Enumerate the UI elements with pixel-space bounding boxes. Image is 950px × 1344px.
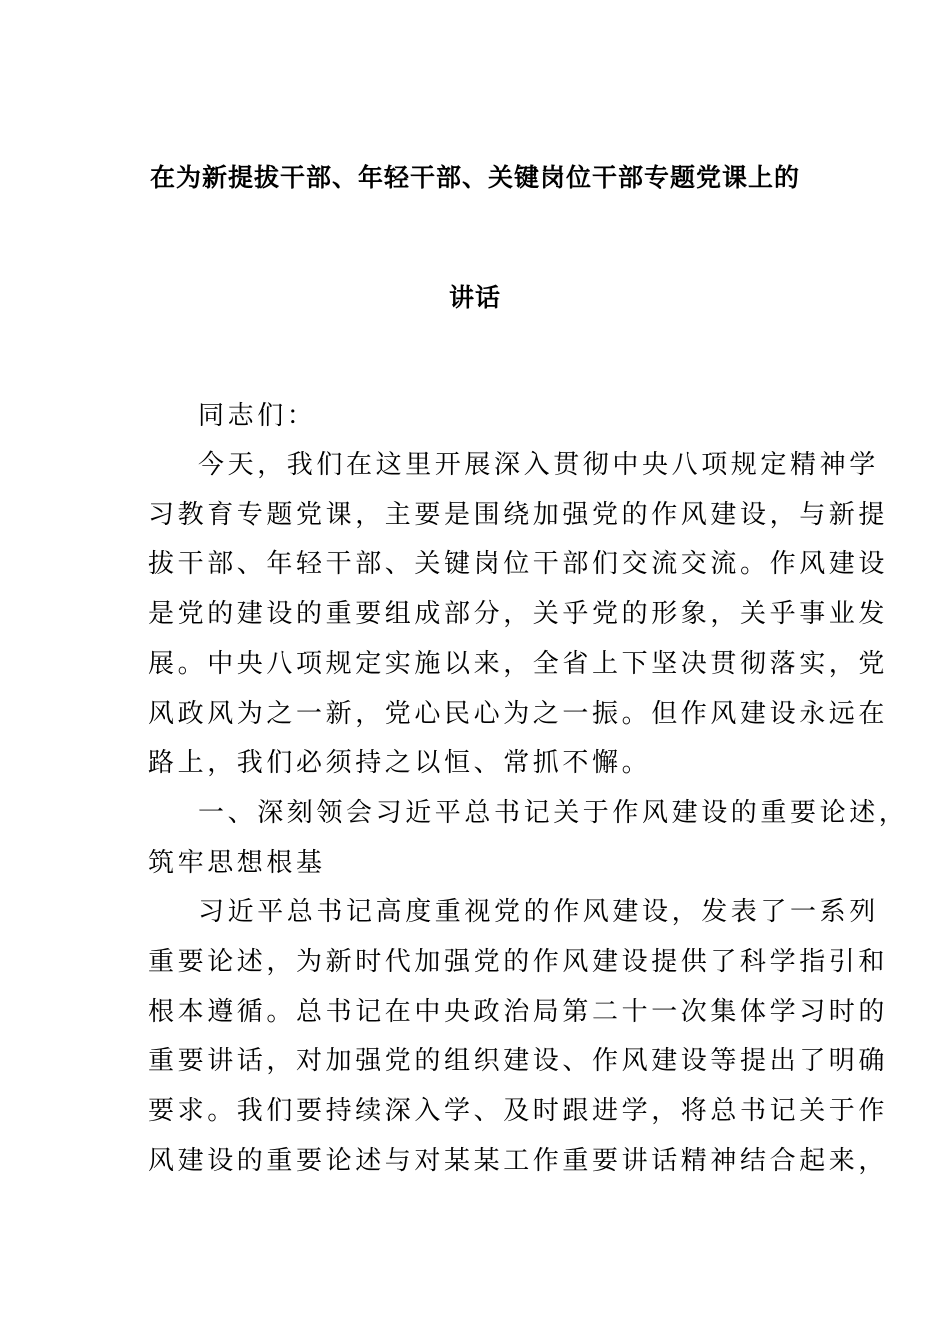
body-line: 今天，我们在这里开展深入贯彻中央八项规定精神学 (198, 450, 879, 480)
body-line: 重要讲话，对加强党的组织建设、作风建设等提出了明确 (148, 1046, 889, 1076)
body-line: 拔干部、年轻干部、关键岗位干部们交流交流。作风建设 (148, 549, 889, 579)
document-title-line-2: 讲话 (448, 283, 501, 312)
body-line: 习近平总书记高度重视党的作风建设，发表了一系列 (198, 897, 879, 927)
document-title-line-1: 在为新提拔干部、年轻干部、关键岗位干部专题党课上的 (149, 163, 800, 192)
salutation: 同志们： (198, 401, 317, 431)
body-line: 风政风为之一新，党心民心为之一振。但作风建设永远在 (148, 699, 889, 729)
body-line: 重要论述，为新时代加强党的作风建设提供了科学指引和 (148, 947, 889, 977)
body-line: 风建设的重要论述与对某某工作重要讲话精神结合起来， (148, 1146, 889, 1176)
body-line: 是党的建设的重要组成部分，关乎党的形象，关乎事业发 (148, 599, 889, 629)
body-line: 根本遵循。总书记在中央政治局第二十一次集体学习时的 (148, 997, 889, 1027)
section-heading-line: 一、深刻领会习近平总书记关于作风建设的重要论述， (198, 798, 909, 828)
body-line: 要求。我们要持续深入学、及时跟进学，将总书记关于作 (148, 1096, 889, 1126)
body-line: 展。中央八项规定实施以来，全省上下坚决贯彻落实，党 (148, 649, 889, 679)
body-line: 路上，我们必须持之以恒、常抓不懈。 (148, 748, 652, 778)
section-heading-line: 筑牢思想根基 (148, 848, 326, 878)
body-line: 习教育专题党课，主要是围绕加强党的作风建设，与新提 (148, 500, 889, 530)
